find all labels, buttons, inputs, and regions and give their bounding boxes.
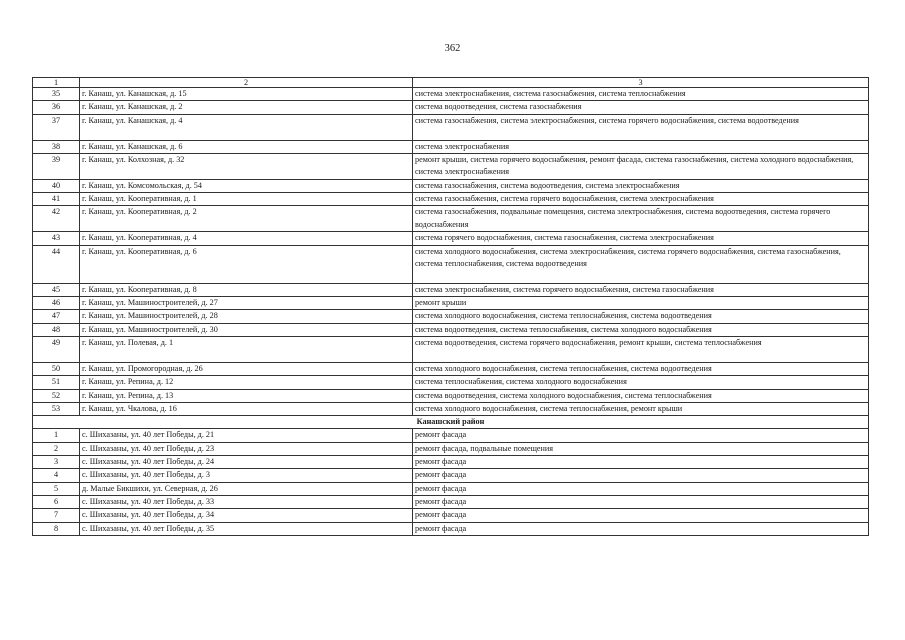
row-address: д. Малые Бикшихи, ул. Северная, д. 26 — [80, 482, 413, 495]
row-works: система газоснабжения, система горячего водоснабжения, система электроснабжения — [413, 193, 869, 206]
row-number: 40 — [33, 179, 80, 192]
table-row — [33, 179, 869, 192]
row-address: г. Канаш, ул. Кооперативная, д. 4 — [80, 232, 413, 245]
row-works: ремонт фасада — [413, 522, 869, 535]
row-works: система водоотведения, система горячего водоснабжения, ремонт крыши, система теплоснабжения — [413, 336, 869, 362]
table-row — [33, 140, 869, 153]
row-number: 1 — [33, 429, 80, 442]
row-works: система газоснабжения, система электроснабжения, система горячего водоснабжения, система водоотведения — [413, 114, 869, 140]
row-number: 7 — [33, 509, 80, 522]
row-address: г. Канаш, ул. Репина, д. 12 — [80, 376, 413, 389]
row-address: с. Шихазаны, ул. 40 лет Победы, д. 23 — [80, 442, 413, 455]
row-number: 35 — [33, 88, 80, 101]
row-number: 37 — [33, 114, 80, 140]
row-number: 47 — [33, 310, 80, 323]
table-row — [33, 323, 869, 336]
row-address: с. Шихазаны, ул. 40 лет Победы, д. 21 — [80, 429, 413, 442]
row-works: ремонт фасада — [413, 509, 869, 522]
row-works: ремонт фасада — [413, 482, 869, 495]
section-row — [33, 416, 869, 429]
row-address: г. Канаш, ул. Кооперативная, д. 8 — [80, 283, 413, 296]
row-number: 8 — [33, 522, 80, 535]
row-works: ремонт фасада — [413, 469, 869, 482]
row-address: с. Шихазаны, ул. 40 лет Победы, д. 3 — [80, 469, 413, 482]
row-number: 38 — [33, 140, 80, 153]
row-address: г. Канаш, ул. Комсомольская, д. 54 — [80, 179, 413, 192]
row-number: 43 — [33, 232, 80, 245]
table-row — [33, 402, 869, 415]
row-address: г. Канаш, ул. Канашская, д. 6 — [80, 140, 413, 153]
row-address: г. Канаш, ул. Кооперативная, д. 6 — [80, 245, 413, 283]
row-works: система электроснабжения — [413, 140, 869, 153]
table-row — [33, 389, 869, 402]
table-row — [33, 310, 869, 323]
row-number: 5 — [33, 482, 80, 495]
row-number: 52 — [33, 389, 80, 402]
table-row — [33, 456, 869, 469]
table-row — [33, 376, 869, 389]
table-row — [33, 232, 869, 245]
table-row — [33, 522, 869, 535]
row-address: с. Шихазаны, ул. 40 лет Победы, д. 35 — [80, 522, 413, 535]
row-works: система водоотведения, система газоснабжения — [413, 101, 869, 114]
row-number: 45 — [33, 283, 80, 296]
row-address: с. Шихазаны, ул. 40 лет Победы, д. 33 — [80, 495, 413, 508]
page-number: 362 — [444, 43, 461, 54]
row-number: 3 — [33, 456, 80, 469]
row-address: г. Канаш, ул. Кооперативная, д. 2 — [80, 206, 413, 232]
table-row — [33, 283, 869, 296]
row-works: ремонт крыши — [413, 297, 869, 310]
section-title: Канашский район — [33, 416, 869, 429]
row-works: система холодного водоснабжения, система электроснабжения, система горячего водоснабжения, система газоснабжения, система теплоснабжения, система водоотведения — [413, 245, 869, 283]
row-address: г. Канаш, ул. Кооперативная, д. 1 — [80, 193, 413, 206]
works-table — [32, 77, 869, 536]
row-address: г. Канаш, ул. Машиностроителей, д. 30 — [80, 323, 413, 336]
row-address: с. Шихазаны, ул. 40 лет Победы, д. 24 — [80, 456, 413, 469]
row-number: 41 — [33, 193, 80, 206]
row-address: г. Канаш, ул. Полевая, д. 1 — [80, 336, 413, 362]
row-works: ремонт фасада, подвальные помещения — [413, 442, 869, 455]
table-row — [33, 193, 869, 206]
row-number: 39 — [33, 153, 80, 179]
row-works: ремонт крыши, система горячего водоснабжения, ремонт фасада, система газоснабжения, система холодного водоснабжения, система электроснабжения — [413, 153, 869, 179]
row-address: г. Канаш, ул. Машиностроителей, д. 27 — [80, 297, 413, 310]
row-works: система водоотведения, система холодного водоснабжения, система теплоснабжения — [413, 389, 869, 402]
row-address: г. Канаш, ул. Канашская, д. 4 — [80, 114, 413, 140]
row-address: г. Канаш, ул. Машиностроителей, д. 28 — [80, 310, 413, 323]
row-address: г. Канаш, ул. Чкалова, д. 16 — [80, 402, 413, 415]
row-address: с. Шихазаны, ул. 40 лет Победы, д. 34 — [80, 509, 413, 522]
row-number: 4 — [33, 469, 80, 482]
row-address: г. Канаш, ул. Репина, д. 13 — [80, 389, 413, 402]
row-address: г. Канаш, ул. Канашская, д. 15 — [80, 88, 413, 101]
table-row — [33, 429, 869, 442]
row-works: система электроснабжения, система горячего водоснабжения, система газоснабжения — [413, 283, 869, 296]
row-works: система холодного водоснабжения, система теплоснабжения, система водоотведения — [413, 362, 869, 375]
row-works: система холодного водоснабжения, система теплоснабжения, система водоотведения — [413, 310, 869, 323]
table-header-row — [33, 78, 869, 88]
table-row — [33, 114, 869, 140]
table-row — [33, 297, 869, 310]
row-number: 53 — [33, 402, 80, 415]
row-number: 46 — [33, 297, 80, 310]
row-number: 49 — [33, 336, 80, 362]
table-row — [33, 469, 869, 482]
row-number: 6 — [33, 495, 80, 508]
row-works: система горячего водоснабжения, система газоснабжения, система электроснабжения — [413, 232, 869, 245]
row-works: система теплоснабжения, система холодного водоснабжения — [413, 376, 869, 389]
row-address: г. Канаш, ул. Промогородная, д. 26 — [80, 362, 413, 375]
row-number: 44 — [33, 245, 80, 283]
row-works: система газоснабжения, система водоотведения, система электроснабжения — [413, 179, 869, 192]
row-works: ремонт фасада — [413, 429, 869, 442]
table-row — [33, 509, 869, 522]
table-row — [33, 442, 869, 455]
row-works: система водоотведения, система теплоснабжения, система холодного водоснабжения — [413, 323, 869, 336]
row-works: система холодного водоснабжения, система теплоснабжения, ремонт крыши — [413, 402, 869, 415]
table-row — [33, 495, 869, 508]
table-row — [33, 245, 869, 283]
column-number-2: 2 — [80, 78, 413, 88]
row-works: система электроснабжения, система газоснабжения, система теплоснабжения — [413, 88, 869, 101]
table-row — [33, 206, 869, 232]
row-number: 48 — [33, 323, 80, 336]
table-row — [33, 336, 869, 362]
table-row — [33, 88, 869, 101]
table-row — [33, 101, 869, 114]
row-number: 50 — [33, 362, 80, 375]
row-works: ремонт фасада — [413, 456, 869, 469]
row-works: ремонт фасада — [413, 495, 869, 508]
row-number: 2 — [33, 442, 80, 455]
column-number-3: 3 — [413, 78, 869, 88]
row-address: г. Канаш, ул. Колхозная, д. 32 — [80, 153, 413, 179]
row-works: система газоснабжения, подвальные помещения, система электроснабжения, система водоотведения, система горячего водоснабжения — [413, 206, 869, 232]
row-address: г. Канаш, ул. Канашская, д. 2 — [80, 101, 413, 114]
table-row — [33, 153, 869, 179]
row-number: 51 — [33, 376, 80, 389]
row-number: 42 — [33, 206, 80, 232]
table-row — [33, 362, 869, 375]
column-number-1: 1 — [33, 78, 80, 88]
row-number: 36 — [33, 101, 80, 114]
table-row — [33, 482, 869, 495]
